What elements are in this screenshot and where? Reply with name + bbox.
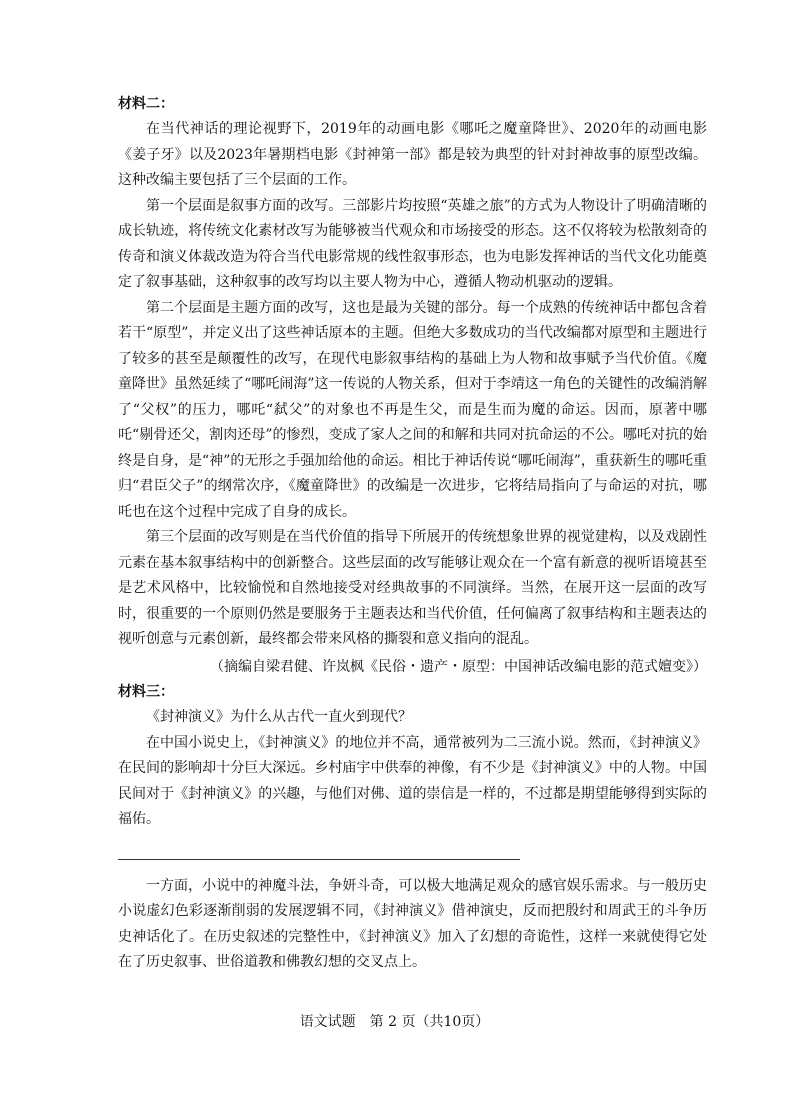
section-divider <box>118 859 520 860</box>
material-two-title: 材料二： <box>118 96 174 112</box>
material-three-question: 《封神演义》为什么从古代一直火到现代？ <box>146 709 412 725</box>
material-two-paragraph-2: 第一个层面是叙事方面的改写。三部影片均按照“英雄之旅”的方式为人物设计了明确清晰的成长轨迹，将传统文化素材改写为能够被当代观众和市场接受的形态。这不仅将较为松散刻奇的传奇和演义体裁改造为符合当代电影常规的线性叙事形态，也为电影发挥神话的当代文化功能奠定了叙事基础，这种叙事的改写均以主要人物为中心，遵循人物动机驱动的逻辑。 <box>118 197 707 290</box>
material-three-paragraph-1: 在中国小说史上，《封神演义》的地位并不高，通常被列为二三流小说。然而，《封神演义》在民间的影响却十分巨大深远。乡村庙宇中供奉的神像，有不少是《封神演义》中的人物。中国民间对于《封神演义》的兴趣，与他们对佛、道的崇信是一样的，不过都是期望能够得到实际的福佑。 <box>118 734 707 827</box>
material-three-paragraph-2: 一方面，小说中的神魔斗法，争妍斗奇，可以极大地满足观众的感官娱乐需求。与一般历史小说虚幻色彩逐渐削弱的发展逻辑不同，《封神演义》借神演史，反而把殷纣和周武王的斗争历史神话化了。在历史叙述的完整性中，《封神演义》加入了幻想的奇诡性，这样一来就使得它处在了历史叙事、世俗道教和佛教幻想的交叉点上。 <box>118 877 707 970</box>
material-two-source: （摘编自梁君健、许岚枫《民俗・遗产・原型：中国神话改编电影的范式嬗变》） <box>210 658 707 675</box>
page-footer: 语文试题 第 2 页（共10页） <box>299 1014 490 1030</box>
material-two-paragraph-4: 第三个层面的改写则是在当代价值的指导下所展开的传统想象世界的视觉建构，以及戏剧性元素在基本叙事结构中的创新整合。这些层面的改写能够让观众在一个富有新意的视听语境甚至是艺术风格中，比较愉悦和自然地接受对经典故事的不同演绎。当然，在展开这一层面的改写时，很重要的一个原则仍然是要服务于主题表达和当代价值，任何偏离了叙事结构和主题表达的视听创意与元素创新，最终都会带来风格的撕裂和意义指向的混乱。 <box>118 529 707 647</box>
material-three-title: 材料三： <box>118 684 174 700</box>
material-two-paragraph-3: 第二个层面是主题方面的改写，这也是最为关键的部分。每一个成熟的传统神话中都包含着若干“原型”，并定义出了这些神话原本的主题。但绝大多数成功的当代改编都对原型和主题进行了较多的甚至是颠覆性的改写，在现代电影叙事结构的基础上为人物和故事赋予当代价值。《魔童降世》虽然延续了“哪吒闹海”这一传说的人物关系，但对于李靖这一角色的关键性的改编消解了“父权”的压力，哪吒“弑父”的对象也不再是生父，而是生而为魔的命运。因而，原著中哪吒“剔骨还父，割肉还母”的惨烈，变成了家人之间的和解和共同对抗命运的不公。哪吒对抗的始终是自身，是“神”的无形之手强加给他的命运。相比于神话传说“哪吒闹海”，重获新生的哪吒重归“君臣父子”的纲常次序，《魔童降世》的改编是一次进步，它将结局指向了与命运的对抗，哪吒也在这个过程中完成了自身的成长。 <box>118 299 707 520</box>
material-two-paragraph-1: 在当代神话的理论视野下，2019年的动画电影《哪吒之魔童降世》、2020年的动画电影《姜子牙》以及2023年暑期档电影《封神第一部》都是较为典型的针对封神故事的原型改编。这种改编主要包括了三个层面的工作。 <box>118 121 707 188</box>
